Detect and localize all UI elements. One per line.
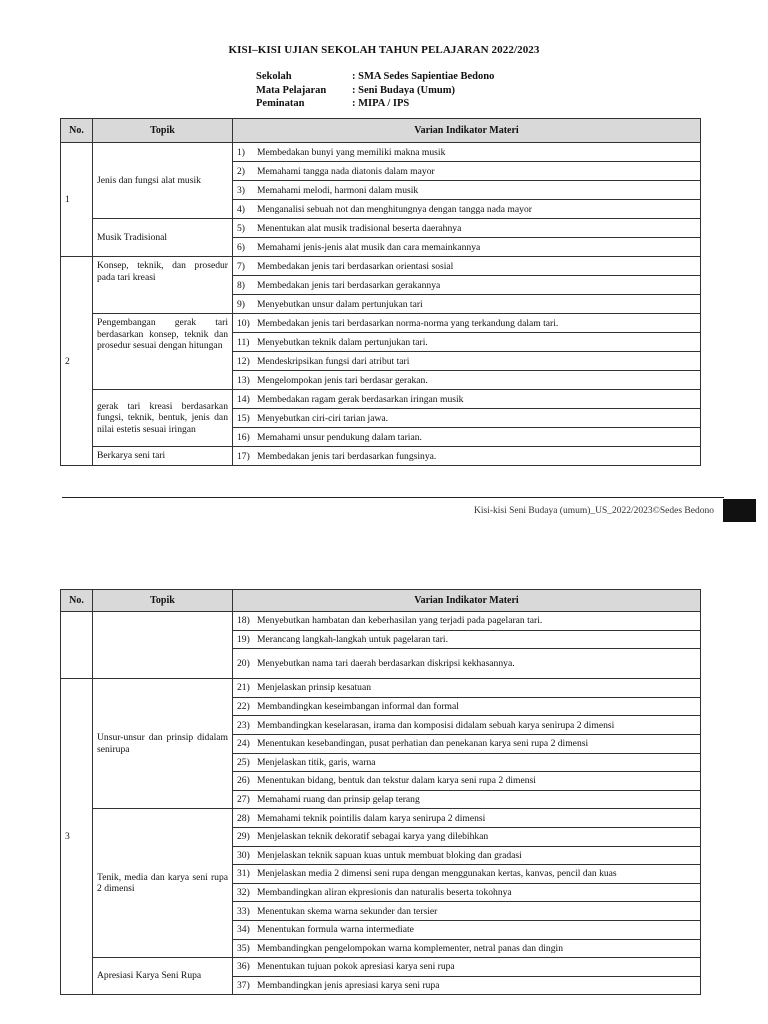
table-row (61, 612, 701, 631)
indicator-cell (233, 920, 701, 939)
indicator-number: 31) (237, 868, 250, 880)
indicator-text: Memahami teknik pointilis dalam karya senirupa 2 dimensi (257, 812, 486, 824)
indicator-cell (233, 276, 701, 295)
meta-value: : MIPA / IPS (352, 98, 410, 109)
row-number-empty (61, 612, 93, 679)
document-meta (256, 70, 494, 111)
table-row (61, 257, 701, 276)
row-number: 2 (61, 257, 93, 466)
footer-divider (62, 497, 724, 498)
indicator-text: Memahami ruang dan prinsip gelap terang (257, 794, 420, 806)
meta-row-mata-pelajaran (256, 84, 494, 98)
indicator-text: Menentukan skema warna sekunder dan tersier (257, 905, 438, 917)
indicator-text: Menjelaskan prinsip kesatuan (257, 682, 372, 694)
indicator-number: 2) (237, 165, 245, 177)
indicator-text: Mendeskripsikan fungsi dari atribut tari (257, 355, 410, 367)
indicator-number: 3) (237, 184, 245, 196)
table-row (61, 958, 701, 977)
table-header-row (61, 119, 701, 143)
meta-key: Sekolah (256, 71, 292, 82)
indicator-cell (233, 612, 701, 631)
indicator-number: 14) (237, 393, 250, 405)
row-number: 1 (61, 143, 93, 257)
indicator-text: Menjelaskan teknik sapuan kuas untuk membuat bloking dan gradasi (257, 849, 522, 861)
indicator-number: 37) (237, 979, 250, 991)
indicator-cell (233, 734, 701, 753)
indicator-text: Memahami jenis-jenis alat musik dan cara memainkannya (257, 241, 481, 253)
indicator-text: Mengelompokan jenis tari berdasar gerakan. (257, 374, 428, 386)
indicator-text: Memahami tangga nada diatonis dalam mayor (257, 165, 435, 177)
meta-key: Peminatan (256, 98, 305, 109)
indicator-text: Menyebutkan ciri-ciri tarian jawa. (257, 412, 389, 424)
indicator-text: Membedakan ragam gerak berdasarkan iringan musik (257, 393, 464, 405)
topic-cell: Berkarya seni tari (93, 447, 233, 466)
table-row (61, 314, 701, 333)
indicator-cell (233, 257, 701, 276)
indicator-cell (233, 162, 701, 181)
topic-cell: Musik Tradisional (93, 219, 233, 257)
topic-cell: Jenis dan fungsi alat musik (93, 143, 233, 219)
meta-value: : Seni Budaya (Umum) (352, 84, 455, 96)
header-indikator: Varian Indikator Materi (233, 590, 701, 612)
footer-text: Kisi-kisi Seni Budaya (umum)_US_2022/2023©Sedes Bedono (474, 506, 714, 516)
topic-cell: gerak tari kreasi berdasarkan fungsi, teknik, bentuk, jenis dan nilai estetis sesuai iringan (93, 390, 233, 447)
topic-cell: Pengembangan gerak tari berdasarkan konsep, teknik dan prosedur sesuai dengan hitungan (93, 314, 233, 390)
header-topik: Topik (93, 119, 233, 143)
indicator-cell (233, 753, 701, 772)
indicator-number: 7) (237, 260, 245, 272)
indicator-cell (233, 630, 701, 649)
indicator-text: Membedakan jenis tari berdasarkan orientasi sosial (257, 260, 454, 272)
table-row (61, 809, 701, 828)
topic-cell: Unsur-unsur dan prinsip didalam senirupa (93, 679, 233, 809)
indicator-cell (233, 390, 701, 409)
header-topik: Topik (93, 590, 233, 612)
indicator-number: 1) (237, 146, 245, 158)
topic-cell-empty (93, 612, 233, 679)
header-no: No. (61, 590, 93, 612)
footer-page-marker (723, 499, 756, 522)
indicator-cell (233, 772, 701, 791)
indicator-cell (233, 143, 701, 162)
indicator-cell (233, 409, 701, 428)
table-row (61, 679, 701, 698)
indicator-cell (233, 883, 701, 902)
indicator-number: 36) (237, 961, 250, 973)
indicator-text: Menyebutkan nama tari daerah berdasarkan diskripsi kekhasannya. (257, 658, 515, 670)
indicator-number: 13) (237, 374, 250, 386)
indicator-cell (233, 447, 701, 466)
indicator-cell (233, 716, 701, 735)
indicator-cell (233, 697, 701, 716)
indicator-text: Menganalisi sebuah not dan menghitungnya dengan tangga nada mayor (257, 203, 532, 215)
indicator-text: Menentukan alat musik tradisional beserta daerahnya (257, 222, 462, 234)
indicator-number: 26) (237, 775, 250, 787)
indicator-number: 15) (237, 412, 250, 424)
indicator-cell (233, 939, 701, 958)
document-title: KISI–KISI UJIAN SEKOLAH TAHUN PELAJARAN 2022/2023 (228, 44, 540, 56)
indicator-text: Membedakan jenis tari berdasarkan fungsinya. (257, 450, 437, 462)
indicator-number: 27) (237, 794, 250, 806)
header-indikator: Varian Indikator Materi (233, 119, 701, 143)
indicator-cell (233, 295, 701, 314)
indicator-number: 23) (237, 719, 250, 731)
indicator-number: 17) (237, 450, 250, 462)
indicator-text: Merancang langkah-langkah untuk pagelaran tari. (257, 633, 448, 645)
indicator-cell (233, 958, 701, 977)
table-row (61, 447, 701, 466)
indicator-number: 32) (237, 887, 250, 899)
indicator-text: Menjelaskan titik, garis, warna (257, 756, 376, 768)
indicator-cell (233, 219, 701, 238)
indicator-number: 4) (237, 203, 245, 215)
indicator-number: 21) (237, 682, 250, 694)
indicator-cell (233, 200, 701, 219)
topic-cell: Tenik, media dan karya seni rupa 2 dimensi (93, 809, 233, 958)
indicator-text: Menentukan bidang, bentuk dan tekstur dalam karya seni rupa 2 dimensi (257, 775, 536, 787)
row-number: 3 (61, 679, 93, 995)
table-row (61, 143, 701, 162)
meta-row-sekolah (256, 70, 494, 84)
indicator-text: Membandingkan jenis apresiasi karya seni rupa (257, 979, 440, 991)
indicator-cell (233, 333, 701, 352)
table-row (61, 219, 701, 238)
indicator-number: 16) (237, 431, 250, 443)
indicator-text: Membandingkan keseimbangan informal dan formal (257, 701, 459, 713)
indicator-number: 29) (237, 831, 250, 843)
indicator-number: 28) (237, 812, 250, 824)
table-header-row (61, 590, 701, 612)
indicator-cell (233, 790, 701, 809)
indicator-cell (233, 809, 701, 828)
indicator-text: Membandingkan aliran ekpresionis dan naturalis beserta tokohnya (257, 887, 512, 899)
indicator-number: 11) (237, 336, 250, 348)
indicator-cell (233, 181, 701, 200)
indicator-text: Memahami unsur pendukung dalam tarian. (257, 431, 422, 443)
kisi-table-page-2 (60, 589, 701, 995)
indicator-text: Menyebutkan teknik dalam pertunjukan tari. (257, 336, 428, 348)
indicator-cell (233, 238, 701, 257)
indicator-number: 6) (237, 241, 245, 253)
indicator-cell (233, 902, 701, 921)
indicator-text: Menentukan tujuan pokok apresiasi karya seni rupa (257, 961, 455, 973)
indicator-number: 5) (237, 222, 245, 234)
indicator-number: 20) (237, 658, 250, 670)
indicator-cell (233, 649, 701, 679)
topic-cell: Konsep, teknik, dan prosedur pada tari kreasi (93, 257, 233, 314)
indicator-number: 12) (237, 355, 250, 367)
indicator-text: Menentukan formula warna intermediate (257, 924, 414, 936)
meta-row-peminatan (256, 97, 494, 111)
indicator-number: 34) (237, 924, 250, 936)
indicator-number: 30) (237, 849, 250, 861)
indicator-cell (233, 428, 701, 447)
indicator-number: 9) (237, 298, 245, 310)
indicator-text: Menyebutkan unsur dalam pertunjukan tari (257, 298, 423, 310)
table-row (61, 390, 701, 409)
indicator-text: Membandingkan keselarasan, irama dan komposisi didalam sebuah karya senirupa 2 dimensi (257, 719, 615, 731)
indicator-number: 19) (237, 633, 250, 645)
indicator-text: Menjelaskan teknik dekoratif sebagai karya yang dilebihkan (257, 831, 489, 843)
indicator-text: Menentukan kesebandingan, pusat perhatian dan penekanan karya seni rupa 2 dimensi (257, 738, 589, 750)
indicator-number: 25) (237, 756, 250, 768)
indicator-cell (233, 846, 701, 865)
indicator-number: 10) (237, 317, 250, 329)
indicator-number: 33) (237, 905, 250, 917)
indicator-cell (233, 827, 701, 846)
indicator-cell (233, 371, 701, 390)
indicator-number: 8) (237, 279, 245, 291)
indicator-text: Membandingkan pengelompokan warna komplementer, netral panas dan dingin (257, 942, 563, 954)
indicator-text: Menjelaskan media 2 dimensi seni rupa dengan menggunakan kertas, kanvas, pencil dan kuas (257, 868, 617, 880)
indicator-number: 24) (237, 738, 250, 750)
indicator-cell (233, 679, 701, 698)
kisi-table-page-1 (60, 118, 701, 466)
indicator-cell (233, 976, 701, 995)
header-no: No. (61, 119, 93, 143)
indicator-text: Membedakan jenis tari berdasarkan norma-norma yang terkandung dalam tari. (257, 317, 559, 329)
indicator-cell (233, 865, 701, 884)
indicator-number: 22) (237, 701, 250, 713)
indicator-cell (233, 314, 701, 333)
indicator-text: Memahami melodi, harmoni dalam musik (257, 184, 419, 196)
indicator-text: Membedakan jenis tari berdasarkan gerakannya (257, 279, 441, 291)
indicator-number: 18) (237, 615, 250, 627)
topic-cell: Apresiasi Karya Seni Rupa (93, 958, 233, 995)
indicator-number: 35) (237, 942, 250, 954)
meta-value: : SMA Sedes Sapientiae Bedono (352, 71, 495, 82)
indicator-text: Menyebutkan hambatan dan keberhasilan yang terjadi pada pagelaran tari. (257, 615, 543, 627)
indicator-text: Membedakan bunyi yang memiliki makna musik (257, 146, 446, 158)
indicator-cell (233, 352, 701, 371)
meta-key: Mata Pelajaran (256, 84, 327, 96)
